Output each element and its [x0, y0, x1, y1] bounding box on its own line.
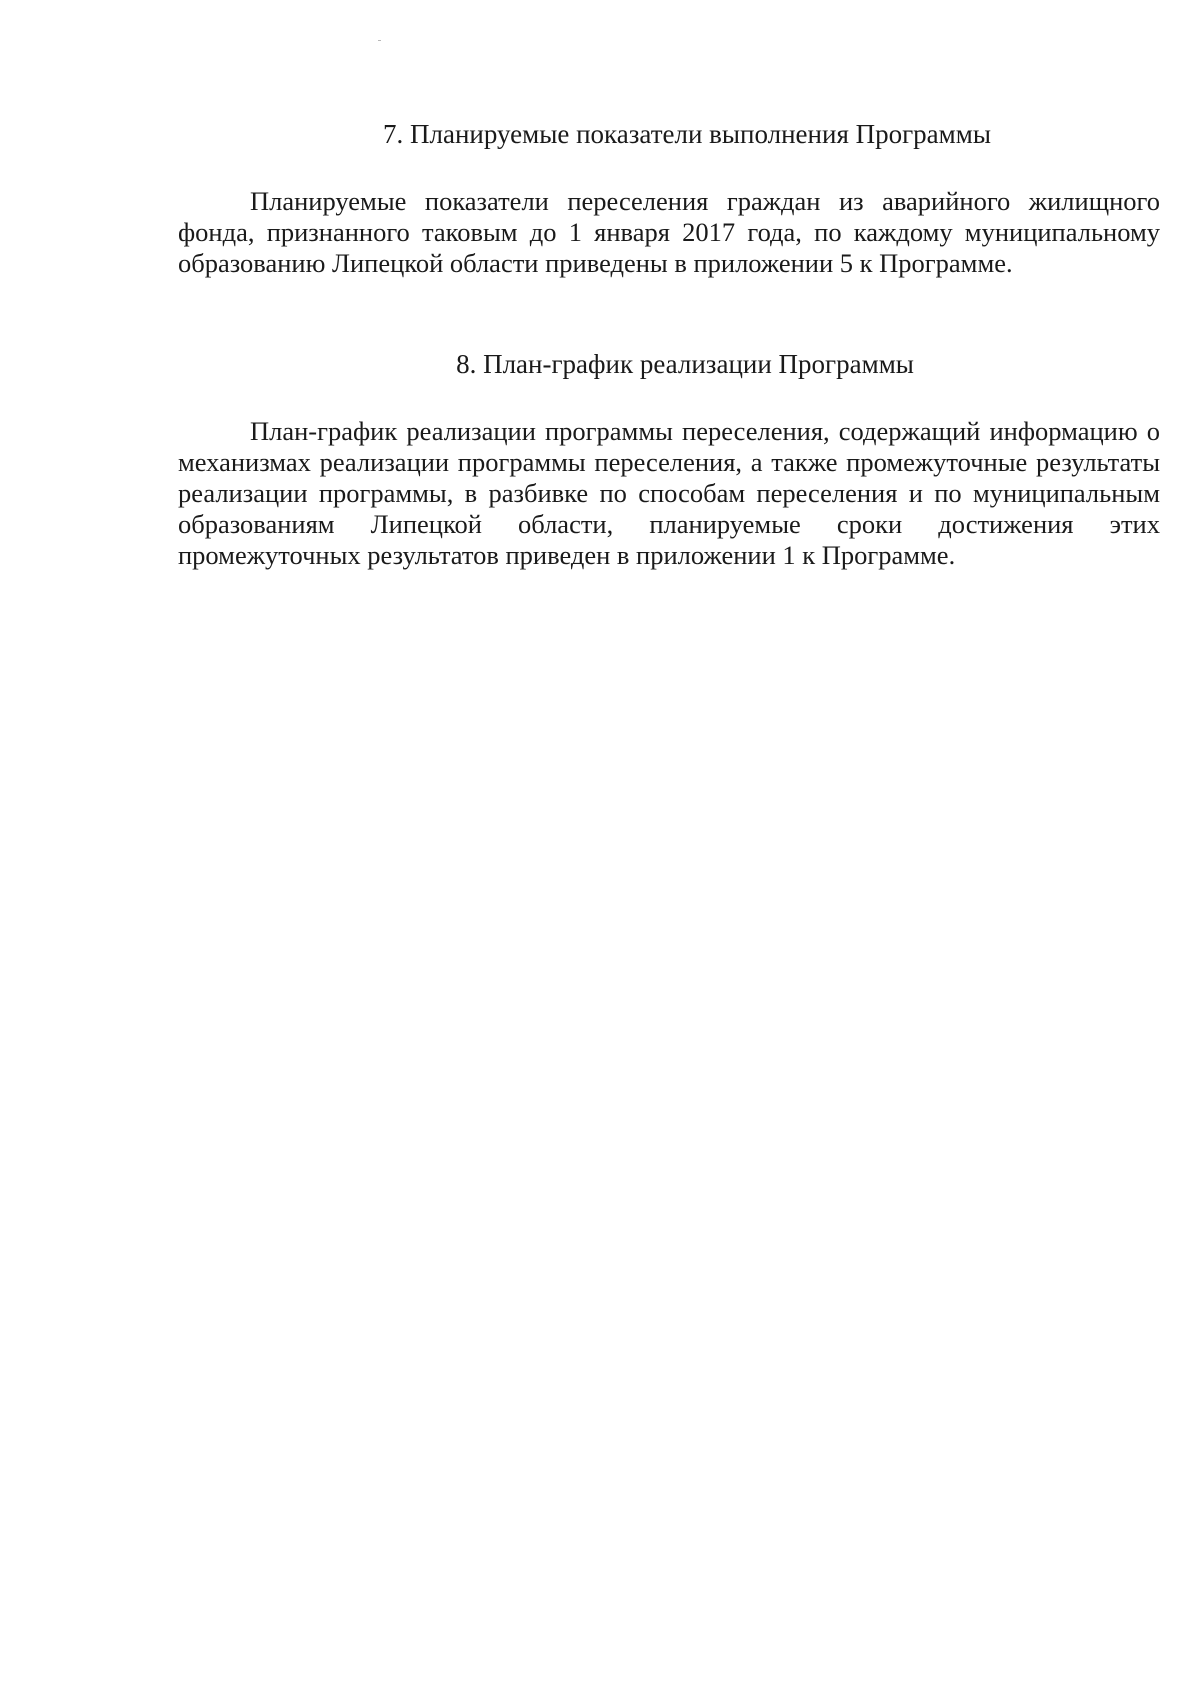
scan-artifact — [378, 40, 381, 41]
section-7-paragraph: Планируемые показатели переселения граждан из аварийного жилищного фонда, признанного таковым до 1 января 2017 года, по каждому муниципальному образованию Липецкой области приведены в приложении 5 к Программе. — [178, 186, 1160, 278]
section-7-heading: 7. Планируемые показатели выполнения Программы — [383, 119, 991, 149]
section-8-paragraph: План-график реализации программы переселения, содержащий информацию о механизмах реализации программы переселения, а также промежуточные результаты реализации программы, в разбивке по способам переселения и по муниципальным образованиям Липецкой области, планируемые сроки достижения этих промежуточных результатов приведен в приложении 1 к Программе. — [178, 416, 1160, 570]
section-8-heading: 8. План-график реализации Программы — [456, 349, 914, 379]
